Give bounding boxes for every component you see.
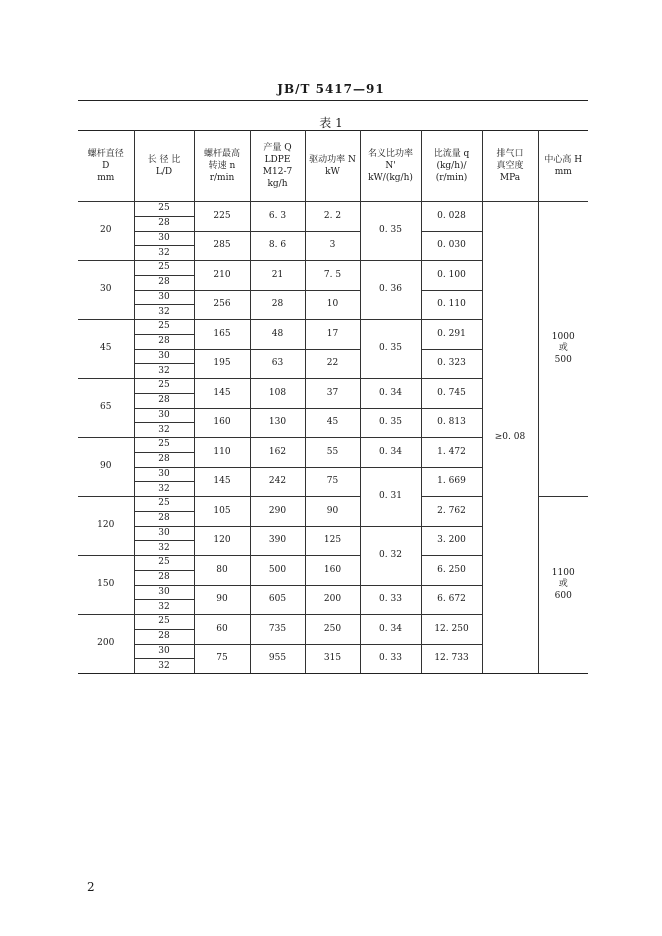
cell-ld: 30 bbox=[134, 467, 194, 482]
cell-power: 90 bbox=[305, 497, 360, 527]
cell-speed: 210 bbox=[194, 261, 250, 291]
col-header-ld-ratio: 长 径 比 L/D bbox=[134, 131, 194, 202]
cell-specific-flow: 0. 813 bbox=[421, 408, 482, 438]
cell-power: 55 bbox=[305, 438, 360, 468]
table-row bbox=[78, 202, 588, 217]
cell-output: 21 bbox=[250, 261, 305, 291]
col-header-specific-power: 名义比功率 N' kW/(kg/h) bbox=[360, 131, 421, 202]
cell-ld: 32 bbox=[134, 600, 194, 615]
page-number: 2 bbox=[87, 880, 95, 894]
cell-specific-flow: 6. 672 bbox=[421, 585, 482, 615]
cell-speed: 75 bbox=[194, 644, 250, 674]
cell-output: 290 bbox=[250, 497, 305, 527]
table-header-row bbox=[78, 131, 588, 202]
cell-ld: 30 bbox=[134, 231, 194, 246]
cell-diameter: 65 bbox=[78, 379, 134, 438]
cell-ld: 32 bbox=[134, 305, 194, 320]
cell-specific-power: 0. 34 bbox=[360, 615, 421, 645]
cell-specific-power: 0. 36 bbox=[360, 261, 421, 320]
cell-power: 200 bbox=[305, 585, 360, 615]
col-header-output: 产量 Q LDPE M12-7 kg/h bbox=[250, 131, 305, 202]
cell-ld: 28 bbox=[134, 393, 194, 408]
cell-specific-power: 0. 34 bbox=[360, 379, 421, 409]
cell-ld: 32 bbox=[134, 423, 194, 438]
cell-ld: 28 bbox=[134, 452, 194, 467]
cell-output: 735 bbox=[250, 615, 305, 645]
cell-diameter: 200 bbox=[78, 615, 134, 674]
cell-specific-flow: 12. 250 bbox=[421, 615, 482, 645]
cell-specific-flow: 0. 745 bbox=[421, 379, 482, 409]
cell-specific-flow: 0. 030 bbox=[421, 231, 482, 261]
cell-ld: 32 bbox=[134, 364, 194, 379]
cell-output: 500 bbox=[250, 556, 305, 586]
col-header-vacuum: 排气口 真空度 MPa bbox=[482, 131, 538, 202]
cell-power: 250 bbox=[305, 615, 360, 645]
cell-speed: 165 bbox=[194, 320, 250, 350]
cell-output: 63 bbox=[250, 349, 305, 379]
cell-diameter: 20 bbox=[78, 202, 134, 261]
cell-vacuum: ≥0. 08 bbox=[482, 202, 538, 674]
cell-power: 17 bbox=[305, 320, 360, 350]
cell-specific-flow: 0. 100 bbox=[421, 261, 482, 291]
cell-speed: 145 bbox=[194, 467, 250, 497]
cell-ld: 28 bbox=[134, 216, 194, 231]
cell-speed: 90 bbox=[194, 585, 250, 615]
cell-specific-power: 0. 35 bbox=[360, 320, 421, 379]
cell-specific-flow: 1. 472 bbox=[421, 438, 482, 468]
cell-specific-power: 0. 33 bbox=[360, 585, 421, 615]
cell-specific-flow: 3. 200 bbox=[421, 526, 482, 556]
cell-ld: 28 bbox=[134, 334, 194, 349]
cell-diameter: 90 bbox=[78, 438, 134, 497]
cell-output: 390 bbox=[250, 526, 305, 556]
cell-ld: 25 bbox=[134, 202, 194, 217]
cell-diameter: 120 bbox=[78, 497, 134, 556]
cell-ld: 25 bbox=[134, 438, 194, 453]
cell-speed: 225 bbox=[194, 202, 250, 232]
cell-ld: 30 bbox=[134, 585, 194, 600]
cell-power: 2. 2 bbox=[305, 202, 360, 232]
cell-diameter: 150 bbox=[78, 556, 134, 615]
cell-power: 315 bbox=[305, 644, 360, 674]
cell-output: 6. 3 bbox=[250, 202, 305, 232]
cell-ld: 25 bbox=[134, 556, 194, 571]
cell-ld: 25 bbox=[134, 261, 194, 276]
cell-speed: 110 bbox=[194, 438, 250, 468]
cell-center-height-a: 1000 或 500 bbox=[538, 202, 588, 497]
cell-speed: 120 bbox=[194, 526, 250, 556]
cell-specific-power: 0. 31 bbox=[360, 467, 421, 526]
cell-specific-power: 0. 34 bbox=[360, 438, 421, 468]
cell-output: 48 bbox=[250, 320, 305, 350]
cell-specific-power: 0. 33 bbox=[360, 644, 421, 674]
header-rule bbox=[78, 100, 588, 101]
cell-power: 160 bbox=[305, 556, 360, 586]
cell-speed: 195 bbox=[194, 349, 250, 379]
cell-ld: 25 bbox=[134, 615, 194, 630]
cell-ld: 25 bbox=[134, 379, 194, 394]
cell-diameter: 45 bbox=[78, 320, 134, 379]
cell-specific-flow: 12. 733 bbox=[421, 644, 482, 674]
cell-ld: 28 bbox=[134, 629, 194, 644]
cell-ld: 30 bbox=[134, 408, 194, 423]
col-header-diameter: 螺杆直径 D mm bbox=[78, 131, 134, 202]
cell-ld: 30 bbox=[134, 644, 194, 659]
cell-ld: 28 bbox=[134, 511, 194, 526]
cell-output: 162 bbox=[250, 438, 305, 468]
cell-speed: 60 bbox=[194, 615, 250, 645]
cell-diameter: 30 bbox=[78, 261, 134, 320]
cell-speed: 145 bbox=[194, 379, 250, 409]
cell-output: 8. 6 bbox=[250, 231, 305, 261]
cell-output: 955 bbox=[250, 644, 305, 674]
cell-speed: 285 bbox=[194, 231, 250, 261]
cell-power: 75 bbox=[305, 467, 360, 497]
cell-power: 125 bbox=[305, 526, 360, 556]
cell-speed: 256 bbox=[194, 290, 250, 320]
cell-ld: 30 bbox=[134, 349, 194, 364]
cell-power: 10 bbox=[305, 290, 360, 320]
cell-ld: 32 bbox=[134, 659, 194, 674]
cell-output: 130 bbox=[250, 408, 305, 438]
cell-specific-power: 0. 32 bbox=[360, 526, 421, 585]
cell-output: 605 bbox=[250, 585, 305, 615]
cell-specific-flow: 0. 110 bbox=[421, 290, 482, 320]
col-header-center-height: 中心高 H mm bbox=[538, 131, 588, 202]
cell-specific-power: 0. 35 bbox=[360, 202, 421, 261]
cell-ld: 30 bbox=[134, 290, 194, 305]
cell-speed: 80 bbox=[194, 556, 250, 586]
cell-ld: 25 bbox=[134, 320, 194, 335]
cell-power: 22 bbox=[305, 349, 360, 379]
cell-ld: 28 bbox=[134, 570, 194, 585]
cell-output: 242 bbox=[250, 467, 305, 497]
cell-power: 45 bbox=[305, 408, 360, 438]
col-header-specific-flow: 比流量 q (kg/h)/ (r/min) bbox=[421, 131, 482, 202]
cell-specific-flow: 2. 762 bbox=[421, 497, 482, 527]
cell-specific-flow: 6. 250 bbox=[421, 556, 482, 586]
cell-ld: 30 bbox=[134, 526, 194, 541]
cell-specific-flow: 0. 323 bbox=[421, 349, 482, 379]
cell-center-height-b: 1100 或 600 bbox=[538, 497, 588, 674]
cell-ld: 25 bbox=[134, 497, 194, 512]
cell-speed: 105 bbox=[194, 497, 250, 527]
cell-specific-flow: 0. 028 bbox=[421, 202, 482, 232]
table-caption: 表 1 bbox=[319, 116, 343, 130]
cell-ld: 32 bbox=[134, 246, 194, 261]
cell-ld: 28 bbox=[134, 275, 194, 290]
cell-specific-flow: 1. 669 bbox=[421, 467, 482, 497]
cell-speed: 160 bbox=[194, 408, 250, 438]
cell-output: 28 bbox=[250, 290, 305, 320]
cell-ld: 32 bbox=[134, 541, 194, 556]
cell-power: 37 bbox=[305, 379, 360, 409]
spec-table bbox=[78, 130, 588, 674]
cell-specific-flow: 0. 291 bbox=[421, 320, 482, 350]
cell-output: 108 bbox=[250, 379, 305, 409]
cell-power: 3 bbox=[305, 231, 360, 261]
cell-power: 7. 5 bbox=[305, 261, 360, 291]
standard-code: JB/T 5417—91 bbox=[277, 82, 385, 96]
cell-specific-power: 0. 35 bbox=[360, 408, 421, 438]
col-header-power: 驱动功率 N kW bbox=[305, 131, 360, 202]
col-header-speed: 螺杆最高 转速 n r/min bbox=[194, 131, 250, 202]
cell-ld: 32 bbox=[134, 482, 194, 497]
